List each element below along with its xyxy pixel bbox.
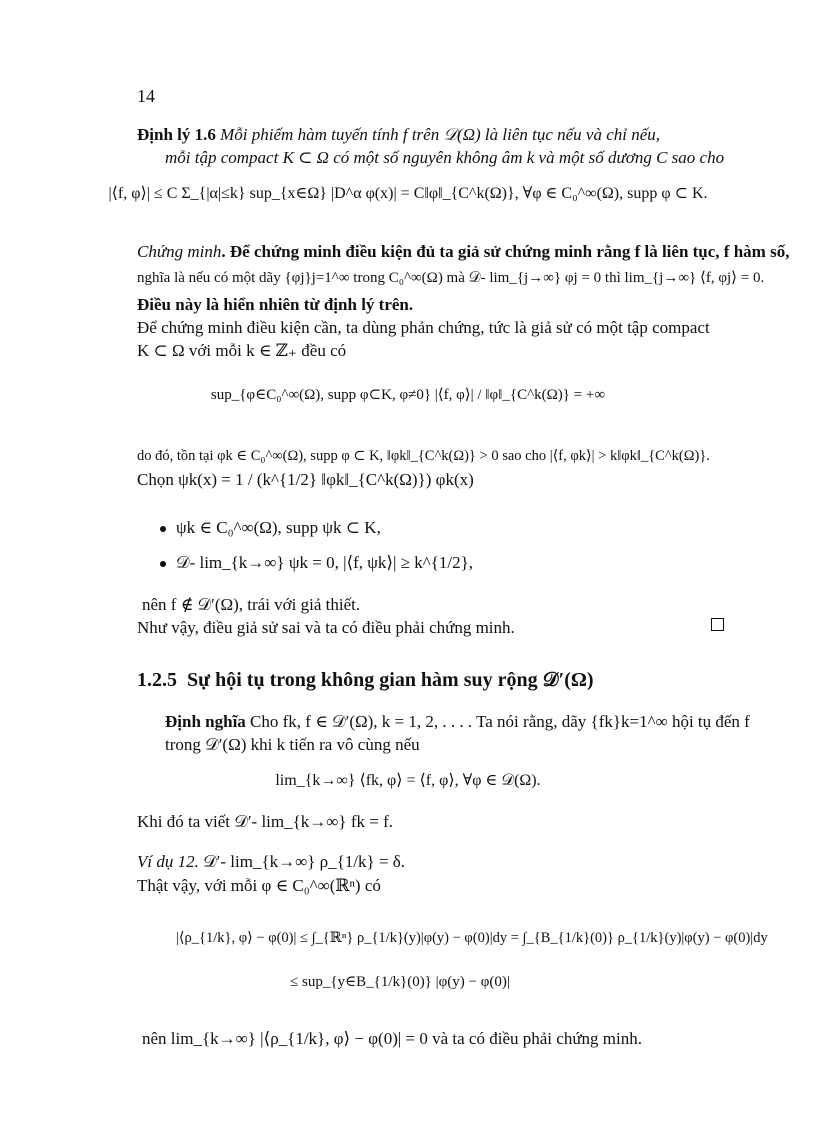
bullet-item-2 — [160, 553, 473, 573]
definition-label: Định nghĩa — [165, 712, 246, 731]
definition-line-2: trong 𝒟′(Ω) khi k tiến ra vô cùng nếu — [165, 735, 420, 754]
qed-square-icon — [711, 618, 724, 631]
proof-line-8: nên f ∉ 𝒟′(Ω), trái với giả thiết. — [142, 595, 361, 614]
proof-line-6: do đó, tồn tại φk ∈ C₀^∞(Ω), supp φ ⊂ K, ‖φk‖_{C^k(Ω)} > 0 sao cho |⟨f, φk⟩| > k‖φk‖_{C^k(Ω)}. — [137, 448, 710, 464]
proof-line-2: nghĩa là nếu có một dãy {φj}j=1^∞ trong C₀^∞(Ω) mà 𝒟‑ lim_{j→∞} φj = 0 thì lim_{j→∞} ⟨f, φj⟩ = 0. — [137, 270, 765, 286]
theorem-formula: |⟨f, φ⟩| ≤ C Σ_{|α|≤k} sup_{x∈Ω} |D^α φ(x)| = C‖φ‖_{C^k(Ω)}, ∀φ ∈ C₀^∞(Ω), supp φ ⊂ K. — [108, 185, 708, 202]
example-conclusion: nên lim_{k→∞} |⟨ρ_{1/k}, φ⟩ − φ(0)| = 0 và ta có điều phải chứng minh. — [142, 1029, 642, 1048]
section-number: 1.2.5 — [137, 669, 177, 691]
proof-line-1 — [137, 242, 789, 262]
bullet-text-1: ψk ∈ C₀^∞(Ω), supp ψk ⊂ K, — [176, 518, 381, 537]
proof-line-7: Chọn ψk(x) = 1 / (k^{1/2} ‖φk‖_{C^k(Ω)}) φk(x) — [137, 470, 474, 489]
theorem-label: Định lý 1.6 — [137, 125, 216, 144]
example-statement: 𝒟′‑ lim_{k→∞} ρ_{1/k} = δ. — [203, 852, 406, 871]
definition-formula: lim_{k→∞} ⟨fk, φ⟩ = ⟨f, φ⟩, ∀φ ∈ 𝒟(Ω). — [275, 772, 541, 789]
example-formula-2: ≤ sup_{y∈B_{1/k}(0)} |φ(y) − φ(0)| — [290, 974, 510, 990]
bullet-text-2: 𝒟‑ lim_{k→∞} ψk = 0, |⟨f, ψk⟩| ≥ k^{1/2}, — [176, 553, 474, 572]
proof-label: Chứng minh — [137, 242, 222, 261]
example-formula-1: |⟨ρ_{1/k}, φ⟩ − φ(0)| ≤ ∫_{ℝⁿ} ρ_{1/k}(y)|φ(y) − φ(0)|dy = ∫_{B_{1/k}(0)} ρ_{1/k}(y)|φ(y) − φ(0)|dy — [176, 930, 768, 946]
sup-formula: sup_{φ∈C₀^∞(Ω), supp φ⊂K, φ≠0} |⟨f, φ⟩| / ‖φ‖_{C^k(Ω)} = +∞ — [210, 387, 606, 403]
example-line-1 — [137, 852, 405, 872]
definition-text-1: Cho fk, f ∈ 𝒟′(Ω), k = 1, 2, . . . . Ta nói rằng, dãy {fk}k=1^∞ hội tụ đến f — [250, 712, 750, 731]
example-line-2: Thật vậy, với mỗi φ ∈ C₀^∞(ℝⁿ) có — [137, 876, 381, 895]
bullet-dot — [160, 561, 166, 567]
proof-line-9: Như vậy, điều giả sử sai và ta có điều phải chứng minh. — [137, 618, 515, 637]
theorem-line-2: mỗi tập compact K ⊂ Ω có một số nguyên không âm k và một số dương C sao cho — [165, 148, 725, 167]
proof-line-5: K ⊂ Ω với mỗi k ∈ ℤ₊ đều có — [137, 341, 347, 360]
page-number: 14 — [137, 86, 155, 106]
definition-line-1 — [165, 712, 750, 732]
bullet-item-1 — [160, 518, 381, 538]
section-heading — [137, 670, 594, 690]
example-label: Ví dụ 12. — [137, 852, 199, 871]
definition-line-3: Khi đó ta viết 𝒟′‑ lim_{k→∞} fk = f. — [137, 812, 393, 831]
theorem-line-1 — [137, 125, 660, 145]
theorem-text-1: Mỗi phiếm hàm tuyến tính f trên 𝒟(Ω) là liên tục nếu và chỉ nếu, — [220, 125, 661, 144]
proof-line-4: Để chứng minh điều kiện cần, ta dùng phản chứng, tức là giả sử có một tập compact — [137, 318, 710, 337]
proof-text-1: . Để chứng minh điều kiện đủ ta giả sử chứng minh rằng f là liên tục, f hàm số, — [221, 242, 790, 261]
section-title: Sự hội tụ trong không gian hàm suy rộng 𝒟′(Ω) — [187, 669, 594, 691]
bullet-dot — [160, 526, 166, 532]
proof-line-3: Điều này là hiển nhiên từ định lý trên. — [137, 295, 414, 314]
